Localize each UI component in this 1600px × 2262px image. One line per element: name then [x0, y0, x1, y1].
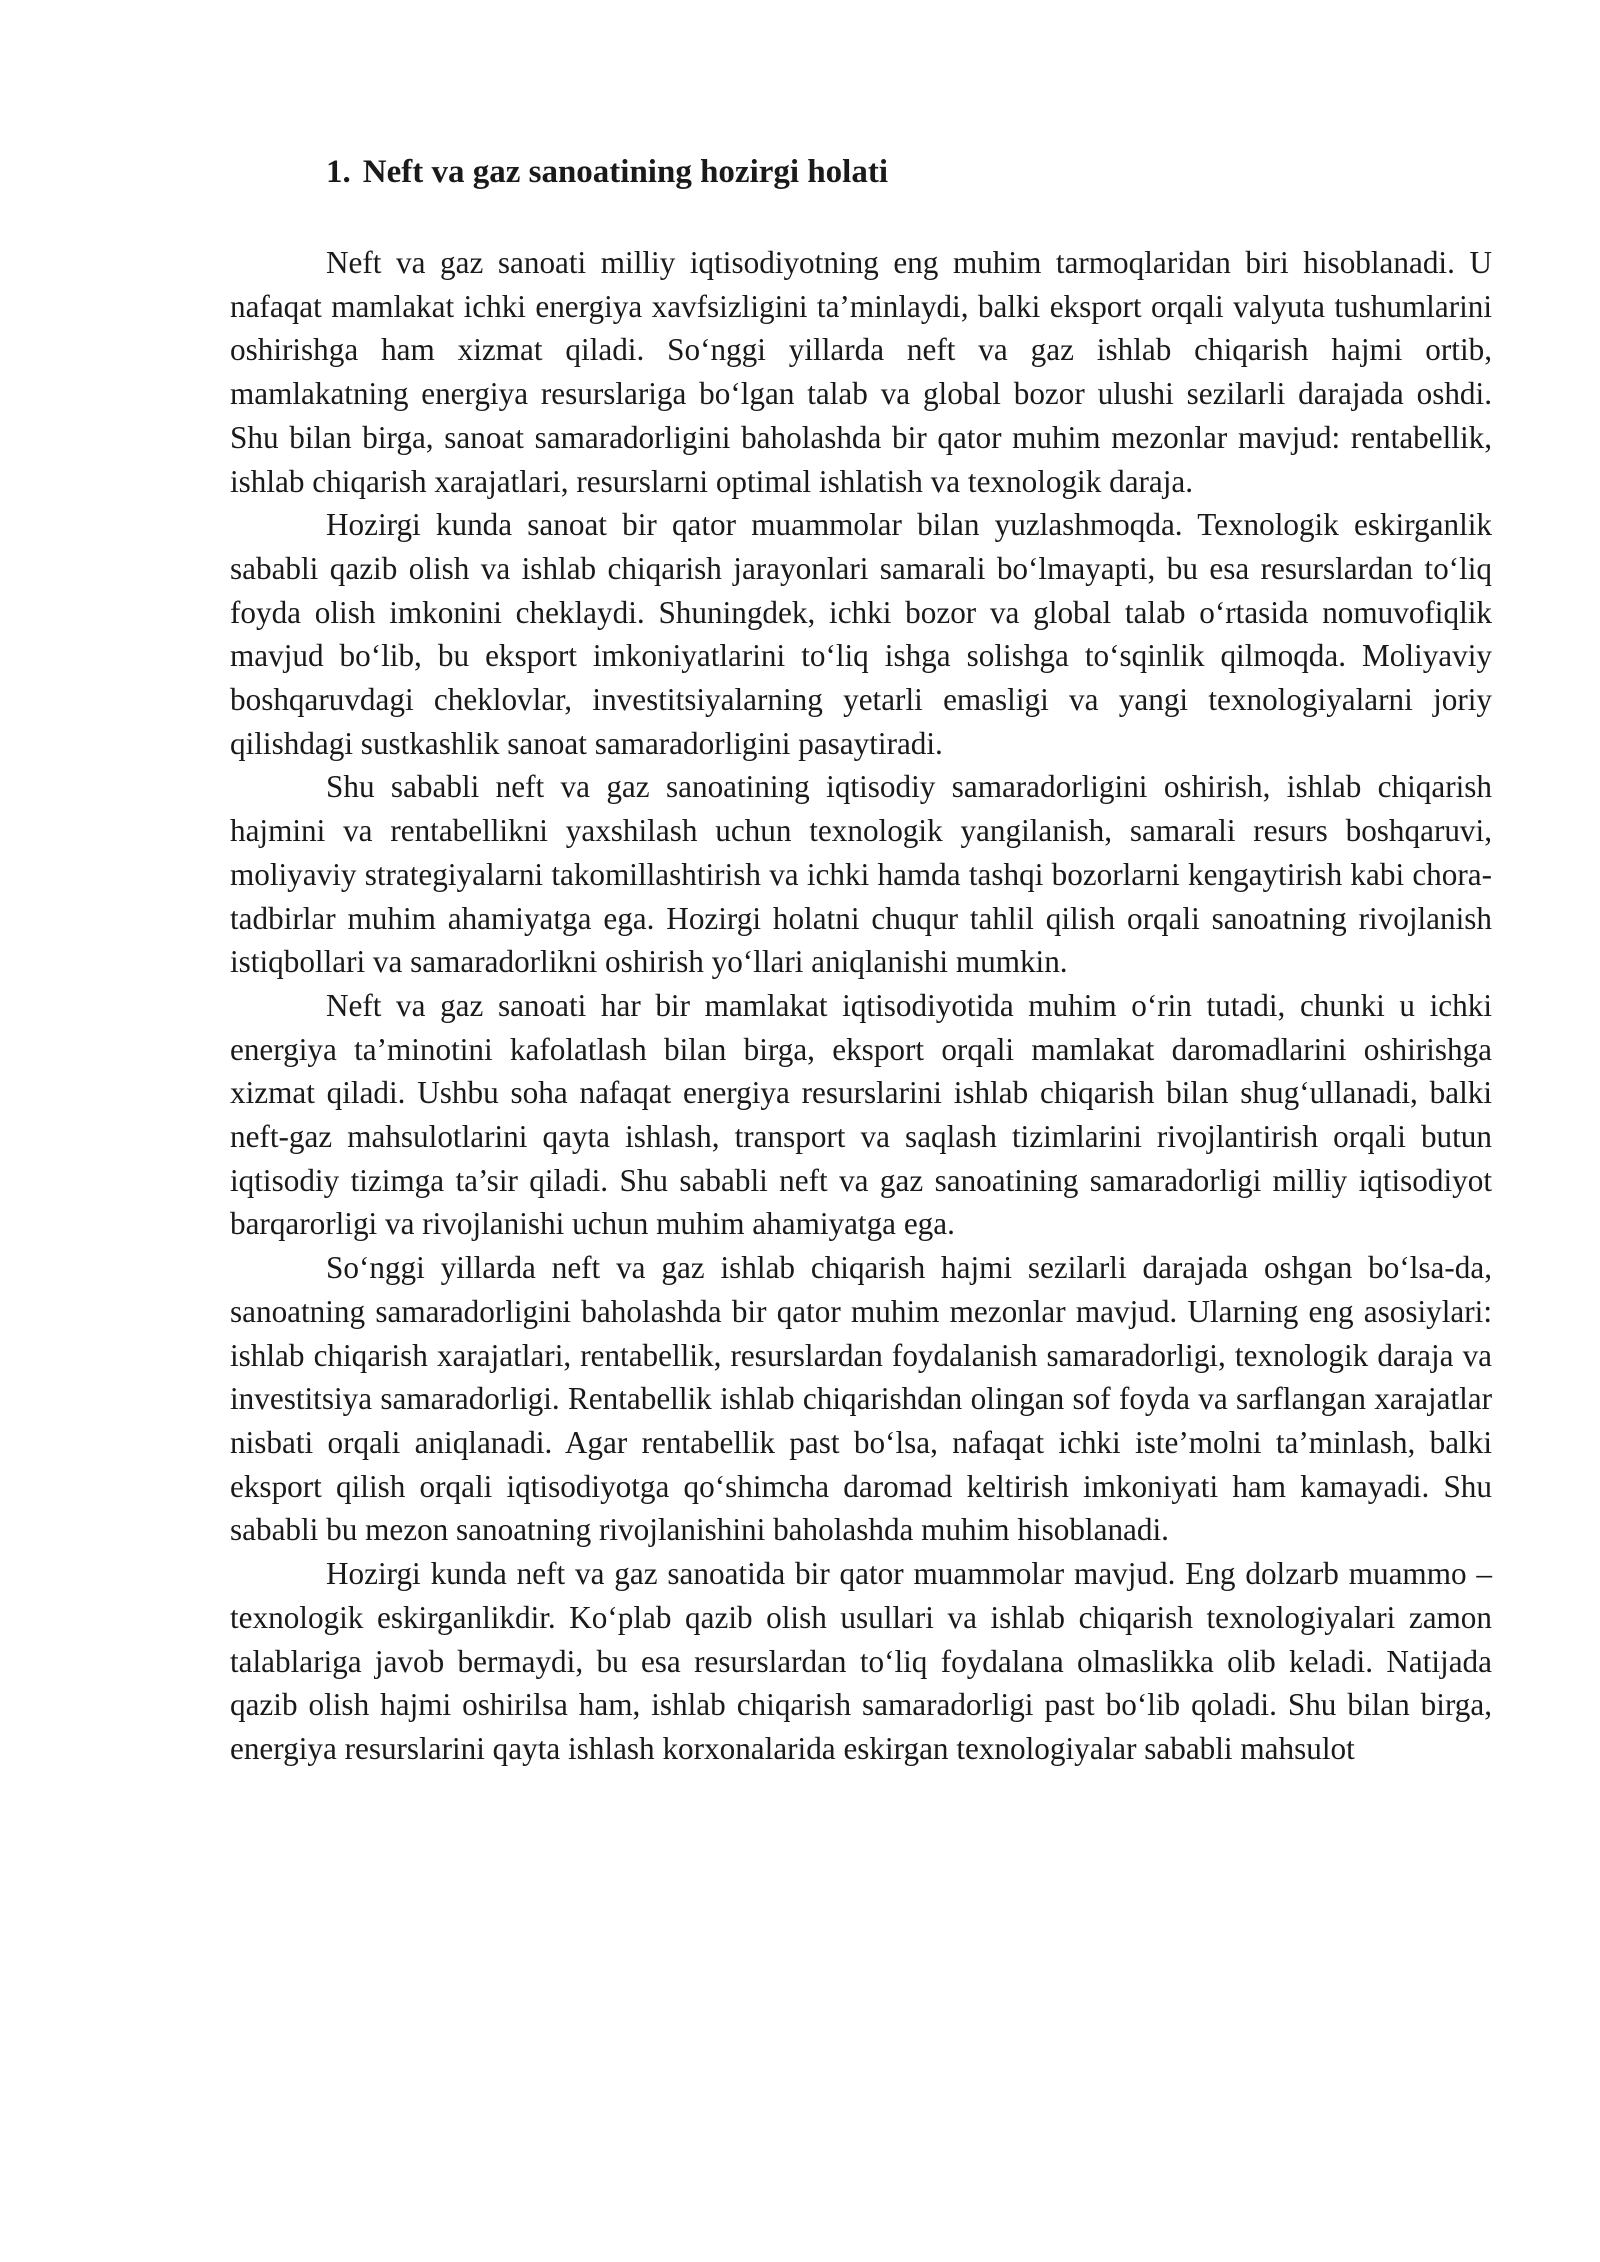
- paragraph: Neft va gaz sanoati milliy iqtisodiyotning eng muhim tarmoqlaridan biri hisoblanadi. U nafaqat mamlakat ichki energiya xavfsizligini ta’minlaydi, balki eksport orqali valyuta tushumlarini oshirishga ham xizmat qiladi. So‘nggi yillarda neft va gaz ishlab chiqarish hajmi ortib, mamlakatning energiya resurslariga bo‘lgan talab va global bozor ulushi sezilarli darajada oshdi. Shu bilan birga, sanoat samaradorligini baholashda bir qator muhim mezonlar mavjud: rentabellik, ishlab chiqarish xarajatlari, resurslarni optimal ishlatish va texnologik daraja.: [230, 245, 1492, 499]
- section-heading: [326, 152, 888, 192]
- paragraph: So‘nggi yillarda neft va gaz ishlab chiqarish hajmi sezilarli darajada oshgan bo‘lsa-da, sanoatning samaradorligini baholashda bir qator muhim mezonlar mavjud. Ularning eng asosiylari: ishlab chiqarish xarajatlari, rentabellik, resurslardan foydalanish samaradorligi, texnologik daraja va investitsiya samaradorligi. Rentabellik ishlab chiqarishdan olingan sof foyda va sarflangan xarajatlar nisbati orqali aniqlanadi. Agar rentabellik past bo‘lsa, nafaqat ichki iste’molni ta’minlash, balki eksport qilish orqali iqtisodiyotga qo‘shimcha daromad keltirish imkoniyati ham kamayadi. Shu sababli bu mezon sanoatning rivojlanishini baholashda muhim hisoblanadi.: [230, 1250, 1492, 1548]
- section-title: Neft va gaz sanoatining hozirgi holati: [362, 154, 888, 190]
- paragraph: Hozirgi kunda neft va gaz sanoatida bir qator muammolar mavjud. Eng dolzarb muammo – texnologik eskirganlikdir. Ko‘plab qazib olish usullari va ishlab chiqarish texnologiyalari zamon talablariga javob bermaydi, bu esa resurslardan to‘liq foydalana olmaslikka olib keladi. Natijada qazib olish hajmi oshirilsa ham, ishlab chiqarish samaradorligi past bo‘lib qoladi. Shu bilan birga, energiya resurslarini qayta ishlash korxonalarida eskirgan texnologiyalar sababli mahsulot: [230, 1556, 1492, 1766]
- paragraph: Neft va gaz sanoati har bir mamlakat iqtisodiyotida muhim o‘rin tutadi, chunki u ichki energiya ta’minotini kafolatlash bilan birga, eksport orqali mamlakat daromadlarini oshirishga xizmat qiladi. Ushbu soha nafaqat energiya resurslarini ishlab chiqarish bilan shug‘ullanadi, balki neft-gaz mahsulotlarini qayta ishlash, transport va saqlash tizimlarini rivojlantirish orqali butun iqtisodiy tizimga ta’sir qiladi. Shu sababli neft va gaz sanoatining samaradorligi milliy iqtisodiyot barqarorligi va rivojlanishi uchun muhim ahamiyatga ega.: [230, 987, 1492, 1242]
- body-text: [230, 241, 1492, 1771]
- section-number: 1.: [326, 154, 351, 190]
- paragraph: Hozirgi kunda sanoat bir qator muammolar bilan yuzlashmoqda. Texnologik eskirganlik sababli qazib olish va ishlab chiqarish jarayonlari samarali bo‘lmayapti, bu esa resurslardan to‘liq foyda olish imkonini cheklaydi. Shuningdek, ichki bozor va global talab o‘rtasida nomuvofiqlik mavjud bo‘lib, bu eksport imkoniyatlarini to‘liq ishga solishga to‘sqinlik qilmoqda. Moliyaviy boshqaruvdagi cheklovlar, investitsiyalarning yetarli emasligi va yangi texnologiyalarni joriy qilishdagi sustkashlik sanoat samaradorligini pasaytiradi.: [230, 507, 1492, 761]
- paragraph: Shu sababli neft va gaz sanoatining iqtisodiy samaradorligini oshirish, ishlab chiqarish hajmini va rentabellikni yaxshilash uchun texnologik yangilanish, samarali resurs boshqaruvi, moliyaviy strategiyalarni takomillashtirish va ichki hamda tashqi bozorlarni kengaytirish kabi chora-tadbirlar muhim ahamiyatga ega. Hozirgi holatni chuqur tahlil qilish orqali sanoatning rivojlanish istiqbollari va samaradorlikni oshirish yo‘llari aniqlanishi mumkin.: [230, 769, 1492, 980]
